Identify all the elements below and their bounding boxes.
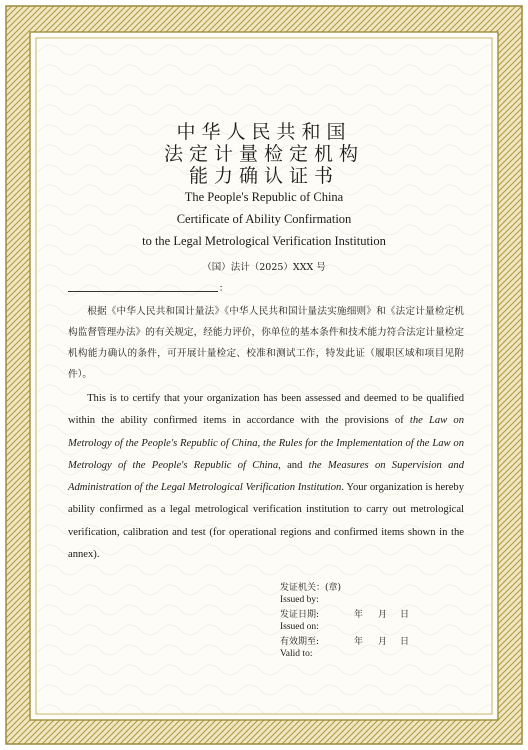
law-title-2: the Rules for the Implementation of the Law on Metrology of the People's Republic of China [68, 437, 464, 471]
title-en-line-3: to the Legal Metrological Verification Institution [142, 234, 386, 248]
title-en-line-1: The People's Republic of China [184, 190, 344, 204]
valid-month: 月 [378, 637, 388, 647]
title-zh-line-3: 能力确认证书 [188, 165, 339, 187]
body-en-text-3: , and [278, 459, 309, 471]
certificate-number: （国）法计（2025）XXX 号 [202, 262, 326, 273]
title-zh-line-1: 中华人民共和国 [176, 121, 352, 143]
law-title-3: the Measures on Supervision and Administration of the Legal Metrological Verification Institution [68, 459, 464, 494]
valid-label-zh: 有效期至: [280, 637, 320, 647]
valid-day: 日 [400, 637, 410, 647]
issuer-label-en: Issued by: [280, 595, 319, 605]
title-en-line-2: Certificate of Ability Confirmation [176, 212, 352, 226]
issue-date-label-en: Issued on: [280, 622, 319, 632]
body-en-text-2: , [257, 437, 264, 449]
recipient-blank-line [68, 291, 218, 292]
issue-year: 年 [354, 610, 364, 620]
body-chinese: 根据《中华人民共和国计量法》《中华人民共和国计量法实施细则》和《法定计量检定机构监督管理办法》的有关规定，经能力评价，你单位的基本条件和技术能力符合法定计量检定机构能力确认的条件，可开展计量检定、校准和测试工作，特发此证（履职区域和项目见附件）。 [68, 306, 464, 380]
issue-day: 日 [400, 610, 410, 620]
issue-month: 月 [378, 610, 388, 620]
body-english [68, 388, 464, 566]
recipient-colon: ： [219, 284, 229, 294]
issuer-label-zh: 发证机关：(章) [280, 583, 342, 593]
valid-label-en: Valid to: [280, 649, 313, 659]
issue-date-label-zh: 发证日期: [280, 610, 320, 620]
body-en-text-1: This is to certify that your organization has been assessed and deemed to be qualified within the ability confirmed items in accordance with the provisions of [68, 393, 464, 427]
title-zh-line-2: 法定计量检定机构 [163, 143, 364, 165]
law-title-1: the Law on Metrology of the People's Republic of China [68, 415, 464, 449]
valid-year: 年 [354, 637, 364, 647]
body-en-text-4: . Your organization is hereby ability confirmed as a legal metrological verification institution to carry out metrological verification, calibration and test (for operational regions and confirmed items shown in the annex). [68, 482, 464, 561]
